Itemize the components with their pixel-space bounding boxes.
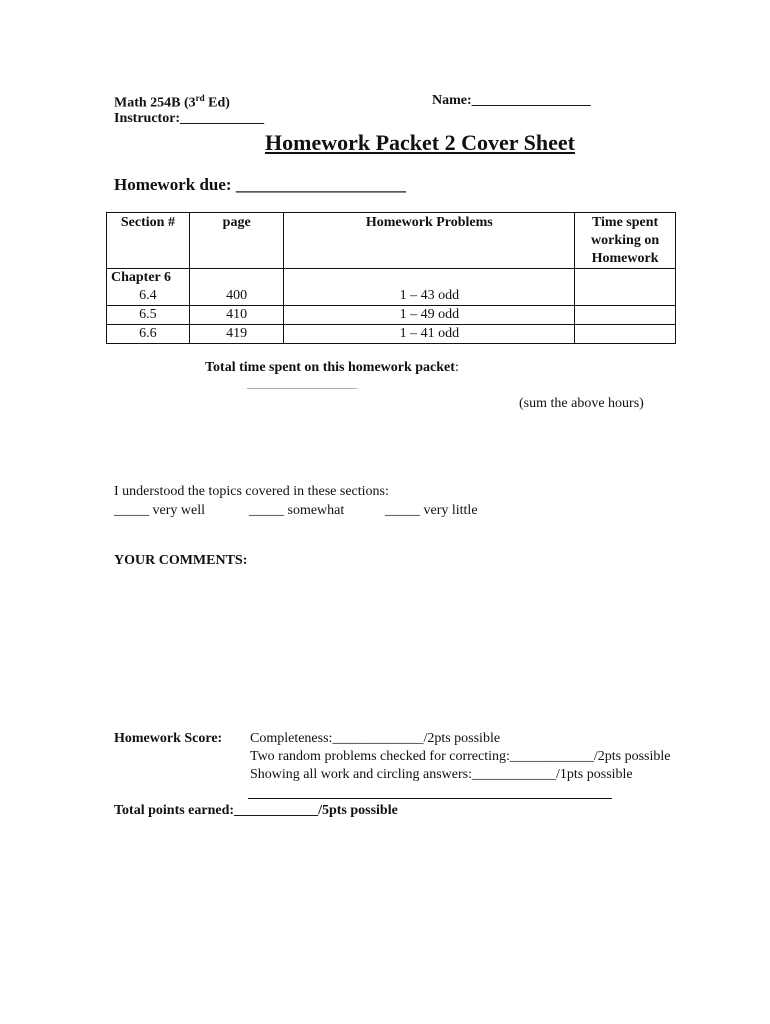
score-divider (248, 798, 612, 799)
row-section: 6.4 (107, 287, 190, 306)
course-edition-superscript: rd (195, 93, 205, 103)
very-well-blank[interactable]: _____ (114, 503, 149, 518)
showing-work-pts: /1pts possible (556, 767, 633, 782)
table-header-row (107, 213, 676, 269)
very-little-blank[interactable]: _____ (385, 503, 420, 518)
homework-table (106, 212, 676, 344)
showing-work-line (250, 767, 633, 783)
chapter-time-cell (575, 269, 676, 288)
row-page: 400 (189, 287, 284, 306)
homework-due-line (114, 175, 406, 195)
name-field[interactable]: _________________ (471, 93, 591, 108)
total-points-line (114, 803, 398, 819)
chapter-row (107, 269, 676, 288)
total-time-label: Total time spent on this homework packet (205, 360, 455, 375)
completeness-pts: /2pts possible (423, 731, 501, 746)
random-problems-field[interactable]: ____________ (509, 749, 594, 764)
option-very-well[interactable] (114, 503, 205, 519)
total-points-pts: /5pts possible (318, 803, 398, 818)
comments-label: YOUR COMMENTS: (114, 553, 248, 568)
table-row (107, 306, 676, 325)
very-well-label: very well (152, 503, 205, 518)
total-time-colon: : (454, 360, 459, 375)
chapter-problems-cell (284, 269, 575, 288)
somewhat-label: somewhat (287, 503, 345, 518)
sum-note: (sum the above hours) (519, 396, 644, 411)
understanding-prompt: I understood the topics covered in these sections: (114, 484, 389, 499)
completeness-label: Completeness: (250, 731, 333, 746)
row-section: 6.6 (107, 325, 190, 344)
row-problems: 1 – 41 odd (284, 325, 575, 344)
header-page: page (189, 213, 284, 269)
row-page: 410 (189, 306, 284, 325)
table-row (107, 287, 676, 306)
row-problems: 1 – 43 odd (284, 287, 575, 306)
homework-score-label: Homework Score: (114, 731, 223, 746)
completeness-field[interactable]: _____________ (332, 731, 424, 746)
completeness-line (250, 731, 500, 747)
very-little-label: very little (423, 503, 478, 518)
instructor-label: Instructor: (114, 111, 181, 126)
row-time-input[interactable] (575, 306, 676, 325)
random-problems-line (250, 749, 671, 765)
header-time-spent: Time spent working on Homework (575, 213, 676, 269)
course-edition: Ed) (204, 95, 230, 111)
instructor-field[interactable]: ____________ (180, 111, 265, 126)
row-section: 6.5 (107, 306, 190, 325)
header-problems: Homework Problems (284, 213, 575, 269)
row-time-input[interactable] (575, 325, 676, 344)
total-time-field[interactable]: ____________________ (247, 378, 357, 390)
showing-work-field[interactable]: ____________ (472, 767, 557, 782)
somewhat-blank[interactable]: _____ (249, 503, 284, 518)
instructor-line (114, 111, 264, 127)
row-page: 419 (189, 325, 284, 344)
option-very-little[interactable] (385, 503, 478, 519)
course-title (114, 93, 230, 112)
row-time-input[interactable] (575, 287, 676, 306)
course-text: Math 254B (3 (114, 95, 196, 111)
name-label: Name: (432, 93, 472, 108)
total-points-field[interactable]: ____________ (234, 803, 319, 818)
option-somewhat[interactable] (249, 503, 344, 519)
homework-due-label: Homework due: (114, 175, 232, 194)
showing-work-label: Showing all work and circling answers: (250, 767, 473, 782)
random-problems-pts: /2pts possible (593, 749, 671, 764)
row-problems: 1 – 49 odd (284, 306, 575, 325)
header-section: Section # (107, 213, 190, 269)
page-title: Homework Packet 2 Cover Sheet (265, 130, 575, 155)
random-problems-label: Two random problems checked for correcting: (250, 749, 510, 764)
table-row (107, 325, 676, 344)
total-time-line (205, 360, 459, 376)
chapter-label: Chapter 6 (107, 269, 190, 288)
total-points-label: Total points earned: (114, 803, 235, 818)
homework-due-field[interactable]: ____________________ (235, 175, 406, 194)
name-line (432, 93, 591, 109)
chapter-page-cell (189, 269, 284, 288)
